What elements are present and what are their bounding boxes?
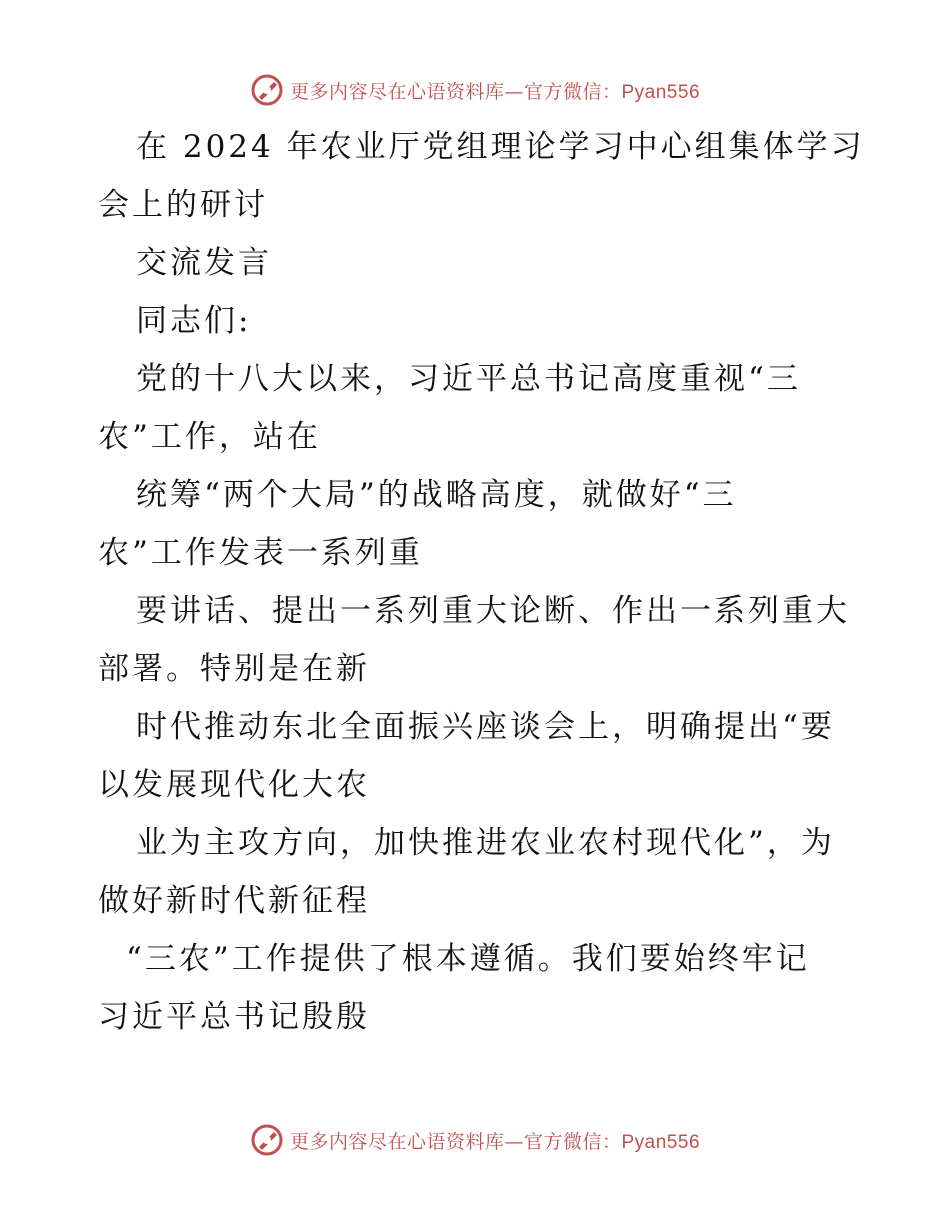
watermark-separator: — [504, 1130, 524, 1153]
watermark-text [290, 77, 700, 104]
salutation: 同志们: [136, 303, 252, 339]
document-title-line-1: 在 2024 年农业厅党组理论学习中心组集体学习 [136, 129, 865, 165]
watermark-wechat-id: Pyan556 [621, 81, 701, 103]
header-watermark [0, 70, 950, 110]
body-line: 以发展现代化大农 [98, 767, 370, 803]
body-line: 做好新时代新征程 [98, 883, 370, 919]
watermark-site-text: 更多内容尽在心语资料库 [289, 80, 505, 103]
footer-watermark [0, 1120, 950, 1160]
watermark-wechat-label: 官方微信： [523, 80, 622, 103]
body-line: 业为主攻方向，加快推进农业农村现代化”，为 [136, 825, 835, 861]
document-body [98, 118, 865, 1046]
body-line: 农”工作，站在 [98, 419, 321, 455]
brand-logo-icon [250, 73, 284, 107]
watermark-site-text: 更多内容尽在心语资料库 [289, 1130, 505, 1153]
body-line: 要讲话、提出一系列重大论断、作出一系列重大 [136, 593, 850, 629]
watermark-wechat-id: Pyan556 [621, 1131, 701, 1153]
document-title-line-3: 交流发言 [136, 245, 272, 281]
body-line: 农”工作发表一系列重 [98, 535, 423, 571]
body-line: 统筹“两个大局”的战略高度，就做好“三 [136, 477, 737, 513]
body-line: 习近平总书记殷殷 [98, 999, 370, 1035]
watermark-wechat-label: 官方微信： [523, 1130, 622, 1153]
body-line: 党的十八大以来，习近平总书记高度重视“三 [136, 361, 801, 397]
brand-logo-icon [250, 1123, 284, 1157]
watermark-text [290, 1127, 700, 1154]
body-line: “三农”工作提供了根本遵循。我们要始终牢记 [126, 941, 810, 977]
watermark-separator: — [504, 80, 524, 103]
document-title-line-2: 会上的研讨 [98, 187, 268, 223]
body-line: 时代推动东北全面振兴座谈会上，明确提出“要 [136, 709, 835, 745]
body-line: 部署。特别是在新 [98, 651, 370, 687]
